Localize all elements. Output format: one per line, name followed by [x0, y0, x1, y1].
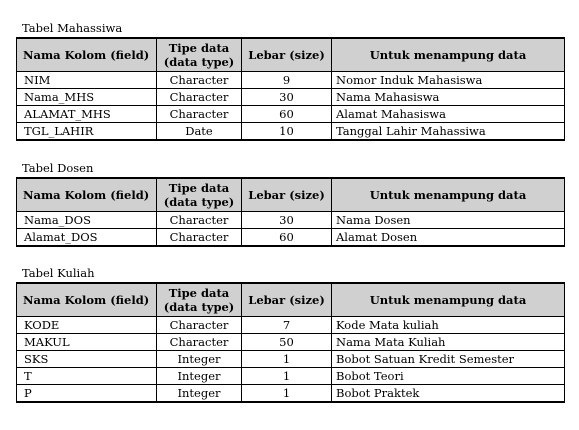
cell-type: Character	[157, 89, 242, 106]
cell-size: 50	[242, 334, 332, 351]
cell-purpose: Alamat Dosen	[332, 229, 565, 247]
cell-field: TGL_LAHIR	[17, 123, 157, 141]
cell-type: Character	[157, 229, 242, 247]
cell-field: Nama_DOS	[17, 212, 157, 229]
header-row	[17, 178, 565, 212]
cell-type: Character	[157, 106, 242, 123]
data-table	[16, 37, 565, 141]
table-row	[17, 89, 565, 106]
cell-field: MAKUL	[17, 334, 157, 351]
header-row	[17, 38, 565, 72]
cell-purpose: Bobot Satuan Kredit Semester	[332, 351, 565, 368]
cell-type: Integer	[157, 385, 242, 403]
table-section-mahasiswa	[16, 21, 564, 141]
cell-purpose: Kode Mata kuliah	[332, 317, 565, 334]
cell-size: 1	[242, 368, 332, 385]
header-type	[157, 38, 242, 72]
cell-size: 30	[242, 89, 332, 106]
table-caption: Tabel Kuliah	[22, 266, 95, 280]
table-row	[17, 229, 565, 247]
table-row	[17, 72, 565, 89]
cell-field: Alamat_DOS	[17, 229, 157, 247]
cell-size: 9	[242, 72, 332, 89]
table-row	[17, 317, 565, 334]
cell-field: P	[17, 385, 157, 403]
table-row	[17, 385, 565, 403]
table-section-dosen	[16, 161, 564, 247]
cell-field: SKS	[17, 351, 157, 368]
table-section-kuliah	[16, 266, 564, 403]
cell-field: KODE	[17, 317, 157, 334]
cell-type: Character	[157, 334, 242, 351]
cell-purpose: Nama Mata Kuliah	[332, 334, 565, 351]
table-row	[17, 368, 565, 385]
data-table	[16, 177, 565, 247]
cell-size: 7	[242, 317, 332, 334]
cell-purpose: Tanggal Lahir Mahassiwa	[332, 123, 565, 141]
header-type	[157, 178, 242, 212]
cell-size: 30	[242, 212, 332, 229]
header-type	[157, 283, 242, 317]
data-table	[16, 282, 565, 403]
cell-purpose: Nomor Induk Mahasiswa	[332, 72, 565, 89]
table-row	[17, 123, 565, 141]
cell-size: 1	[242, 351, 332, 368]
table-row	[17, 334, 565, 351]
header-type-line1: Tipe data	[168, 181, 230, 195]
table-caption: Tabel Dosen	[22, 161, 94, 175]
header-type-line2: (data type)	[163, 195, 235, 209]
cell-field: ALAMAT_MHS	[17, 106, 157, 123]
table-caption: Tabel Mahassiwa	[22, 21, 123, 35]
header-purpose: Untuk menampung data	[332, 38, 565, 72]
cell-type: Character	[157, 317, 242, 334]
header-size: Lebar (size)	[242, 283, 332, 317]
cell-type: Date	[157, 123, 242, 141]
table-row	[17, 351, 565, 368]
cell-type: Integer	[157, 368, 242, 385]
header-size: Lebar (size)	[242, 38, 332, 72]
cell-size: 1	[242, 385, 332, 403]
cell-field: T	[17, 368, 157, 385]
header-type-line1: Tipe data	[168, 41, 230, 55]
cell-size: 10	[242, 123, 332, 141]
header-field: Nama Kolom (field)	[17, 283, 157, 317]
cell-purpose: Bobot Praktek	[332, 385, 565, 403]
header-row	[17, 283, 565, 317]
header-type-line1: Tipe data	[168, 286, 230, 300]
cell-type: Integer	[157, 351, 242, 368]
cell-field: Nama_MHS	[17, 89, 157, 106]
header-field: Nama Kolom (field)	[17, 178, 157, 212]
header-purpose: Untuk menampung data	[332, 178, 565, 212]
header-size: Lebar (size)	[242, 178, 332, 212]
cell-purpose: Bobot Teori	[332, 368, 565, 385]
header-type-line2: (data type)	[163, 300, 235, 314]
table-row	[17, 212, 565, 229]
cell-size: 60	[242, 106, 332, 123]
header-field: Nama Kolom (field)	[17, 38, 157, 72]
cell-type: Character	[157, 212, 242, 229]
cell-purpose: Alamat Mahasiswa	[332, 106, 565, 123]
table-row	[17, 106, 565, 123]
header-purpose: Untuk menampung data	[332, 283, 565, 317]
cell-purpose: Nama Mahasiswa	[332, 89, 565, 106]
cell-purpose: Nama Dosen	[332, 212, 565, 229]
cell-size: 60	[242, 229, 332, 247]
header-type-line2: (data type)	[163, 55, 235, 69]
cell-type: Character	[157, 72, 242, 89]
cell-field: NIM	[17, 72, 157, 89]
